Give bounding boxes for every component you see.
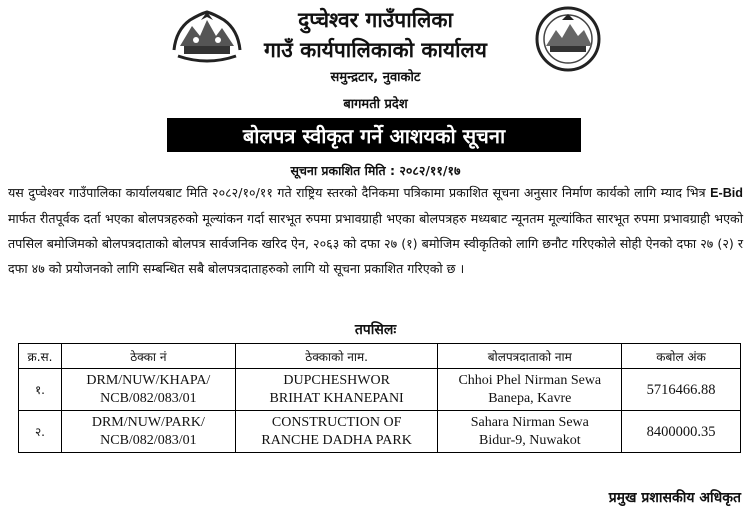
row-contract-name (235, 411, 438, 453)
row-contract-no (61, 411, 235, 453)
row-amount: 5716466.88 (622, 369, 741, 411)
table-header-row (19, 344, 741, 369)
row-serial: १. (19, 369, 62, 411)
notice-title: बोलपत्र स्वीकृत गर्ने आशयको सूचना (167, 118, 581, 152)
bidder-line: Bidur-9, Nuwakot (478, 432, 581, 448)
header-bidder-name: बोलपत्रदाताको नाम (438, 344, 622, 369)
row-bidder (438, 411, 622, 453)
header-serial: क्र.स. (19, 344, 62, 369)
office-province: बागमती प्रदेश (343, 97, 408, 112)
ebid-label: E-Bid (710, 186, 743, 200)
table-row (19, 411, 741, 453)
details-heading: तपसिलः (354, 322, 397, 338)
bidder-line: Chhoi Phel Nirman Sewa (458, 372, 602, 388)
row-contract-name (235, 369, 438, 411)
row-contract-no (61, 369, 235, 411)
contract-no-line: NCB/082/083/01 (100, 390, 197, 406)
header-contract-no: ठेक्का नं (61, 344, 235, 369)
header-contract-name: ठेक्काको नाम. (235, 344, 438, 369)
contract-no-line: DRM/NUW/KHAPA/ (86, 372, 211, 388)
body-text-part1: यस दुप्चेश्वर गाउँपालिका कार्यालयबाट मिति २०८२/१०/११ गते राष्ट्रिय स्तरको दैनिकमा पत्रिकामा प्रकाशित सूचना अनुसार निर्माण कार्यको लागि म्याद भित्र (8, 185, 706, 200)
publish-date: सूचना प्रकाशित मिति : २०८२/११/१७ (290, 163, 461, 178)
row-amount: 8400000.35 (622, 411, 741, 453)
contract-name-line: DUPCHESHWOR (283, 372, 390, 388)
notice-body (8, 180, 743, 281)
row-bidder (438, 369, 622, 411)
bid-table (18, 343, 741, 453)
row-serial: २. (19, 411, 62, 453)
office-name: दुप्चेश्वर गाउँपालिका (298, 8, 453, 32)
contract-no-line: DRM/NUW/PARK/ (91, 414, 205, 430)
signatory-title: प्रमुख प्रशासकीय अधिकृत (608, 490, 741, 506)
table-row (19, 369, 741, 411)
bidder-line: Sahara Nirman Sewa (470, 414, 589, 430)
bidder-line: Banepa, Kavre (488, 390, 572, 406)
header-bid-amount: कबोल अंक (622, 344, 741, 369)
contract-name-line: RANCHE DADHA PARK (261, 432, 412, 448)
contract-name-line: BRIHAT KHANEPANI (269, 390, 404, 406)
contract-name-line: CONSTRUCTION OF (271, 414, 402, 430)
office-subtitle: गाउँ कार्यपालिकाको कार्यालय (264, 38, 487, 62)
contract-no-line: NCB/082/083/01 (100, 432, 197, 448)
body-text-part2: मार्फत रीतपूर्वक दर्ता भएका बोलपत्रहरुको मूल्यांकन गर्दा सारभूत रुपमा प्रभावग्राही भएका बोलपत्रहरु मध्यबाट न्यूनतम मूल्यांकित सारभूत रुपमा प्रभावग्राही भएको तपसिल बमोजिमको बोलपत्रदाताको बोलपत्र सार्वजनिक खरिद ऐन, २०६३ को दफा २७ (१) बमोजिम स्वीकृतिको लागि छनौट गरिएकोले सोही ऐनको दफा २७ (२) र दफा ४७ को प्रयोजनको लागि सम्बन्धित सबै बोलपत्रदाताहरुको लागि यो सूचना प्रकाशित गरिएको छ । (8, 211, 743, 276)
office-address: समुन्द्रटार, नुवाकोट (330, 70, 421, 85)
